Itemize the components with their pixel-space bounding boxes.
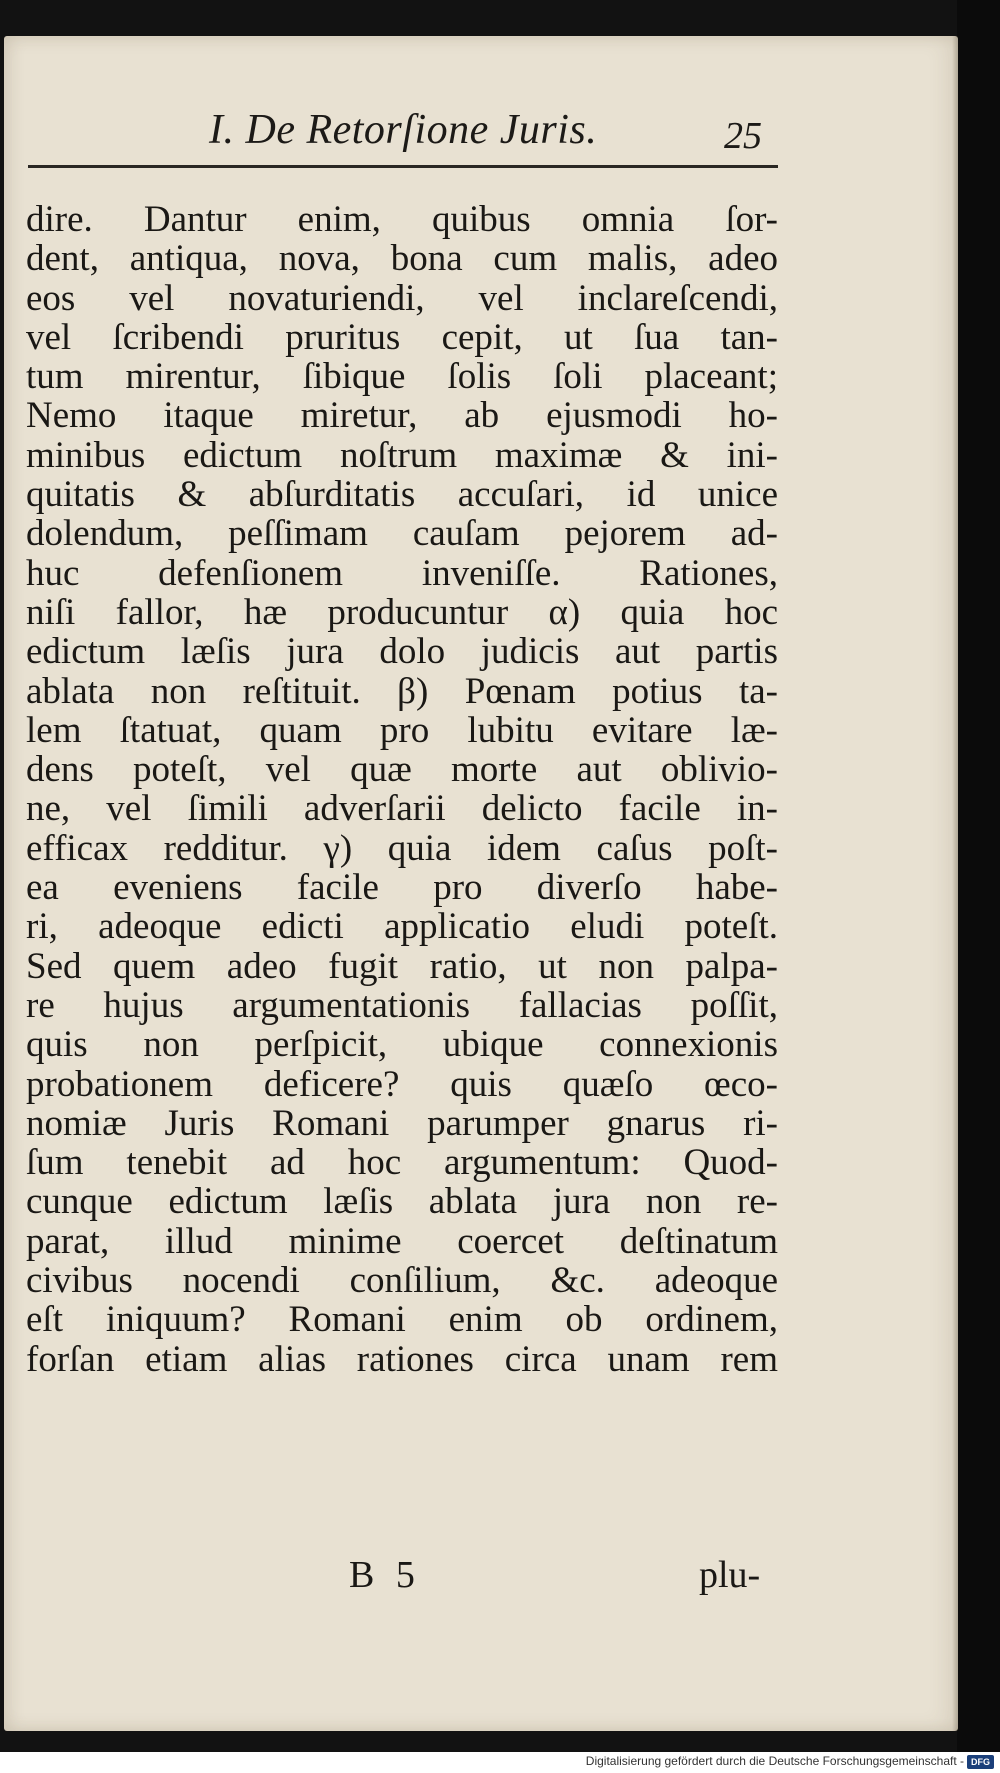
dfg-logo: DFG xyxy=(967,1755,994,1769)
text-line: dolendum, peſſimam cauſam pejorem ad- xyxy=(26,513,778,555)
text-line: re hujus argumentationis fallacias poſſit, xyxy=(26,984,778,1026)
text-line: vel ſcribendi pruritus cepit, ut ſua tan- xyxy=(26,316,778,358)
page-number: 25 xyxy=(724,115,762,157)
text-line: dent, antiqua, nova, bona cum malis, adeo xyxy=(26,238,778,280)
text-line: Nemo itaque miretur, ab ejusmodi ho- xyxy=(26,395,778,437)
credit-bar xyxy=(0,1752,1000,1773)
text-line: probationem deficere? quis quæſo œco- xyxy=(26,1063,778,1105)
text-line: Sed quem adeo fugit ratio, ut non palpa- xyxy=(26,945,778,987)
credit-text: Digitalisierung gefördert durch die Deutsche Forschungsgemeinschaft - xyxy=(585,1754,964,1768)
text-line: ablata non reſtituit. β) Pœnam potius ta- xyxy=(26,670,778,712)
text-line: tum mirentur, ſibique ſolis ſoli placeant; xyxy=(26,356,778,398)
text-line: edictum læſis jura dolo judicis aut partis xyxy=(26,631,778,673)
text-line: ne, vel ſimili adverſarii delicto facile in- xyxy=(26,788,778,830)
text-line: quis non perſpicit, ubique connexionis xyxy=(26,1024,778,1066)
text-line: eos vel novaturiendi, vel inclareſcendi, xyxy=(26,277,778,319)
body-text xyxy=(26,200,778,1379)
text-line: forſan etiam alias rationes circa unam rem xyxy=(26,1338,778,1380)
text-line: parat, illud minime coercet deſtinatum xyxy=(26,1220,778,1262)
text-line: ri, adeoque edicti applicatio eludi poteſt. xyxy=(26,906,778,948)
text-line: minibus edictum noſtrum maximæ & ini- xyxy=(26,434,778,476)
text-line: nomiæ Juris Romani parumper gnarus ri- xyxy=(26,1102,778,1144)
text-line: eſt iniquum? Romani enim ob ordinem, xyxy=(26,1299,778,1341)
text-line: dens poteſt, vel quæ morte aut oblivio- xyxy=(26,749,778,791)
catchword: plu- xyxy=(699,1554,761,1596)
text-line: cunque edictum læſis ablata jura non re- xyxy=(26,1181,778,1223)
running-title: I. De Retorſione Juris. xyxy=(209,107,598,153)
text-line: huc defenſionem inveniſſe. Rationes, xyxy=(26,552,778,594)
text-line: ſum tenebit ad hoc argumentum: Quod- xyxy=(26,1142,778,1184)
header-rule xyxy=(28,165,778,168)
text-line: ea eveniens facile pro diverſo habe- xyxy=(26,867,778,909)
text-line: lem ſtatuat, quam pro lubitu evitare læ- xyxy=(26,709,778,751)
text-line: civibus nocendi conſilium, &c. adeoque xyxy=(26,1260,778,1302)
signature-mark: B 5 xyxy=(349,1554,421,1596)
text-line: efficax redditur. γ) quia idem caſus poſt- xyxy=(26,827,778,869)
text-line: quitatis & abſurditatis accuſari, id unice xyxy=(26,474,778,516)
book-page xyxy=(4,36,958,1731)
background-edge xyxy=(957,0,1000,1752)
text-line: dire. Dantur enim, quibus omnia ſor- xyxy=(26,199,778,240)
text-line: niſi fallor, hæ producuntur α) quia hoc xyxy=(26,591,778,633)
